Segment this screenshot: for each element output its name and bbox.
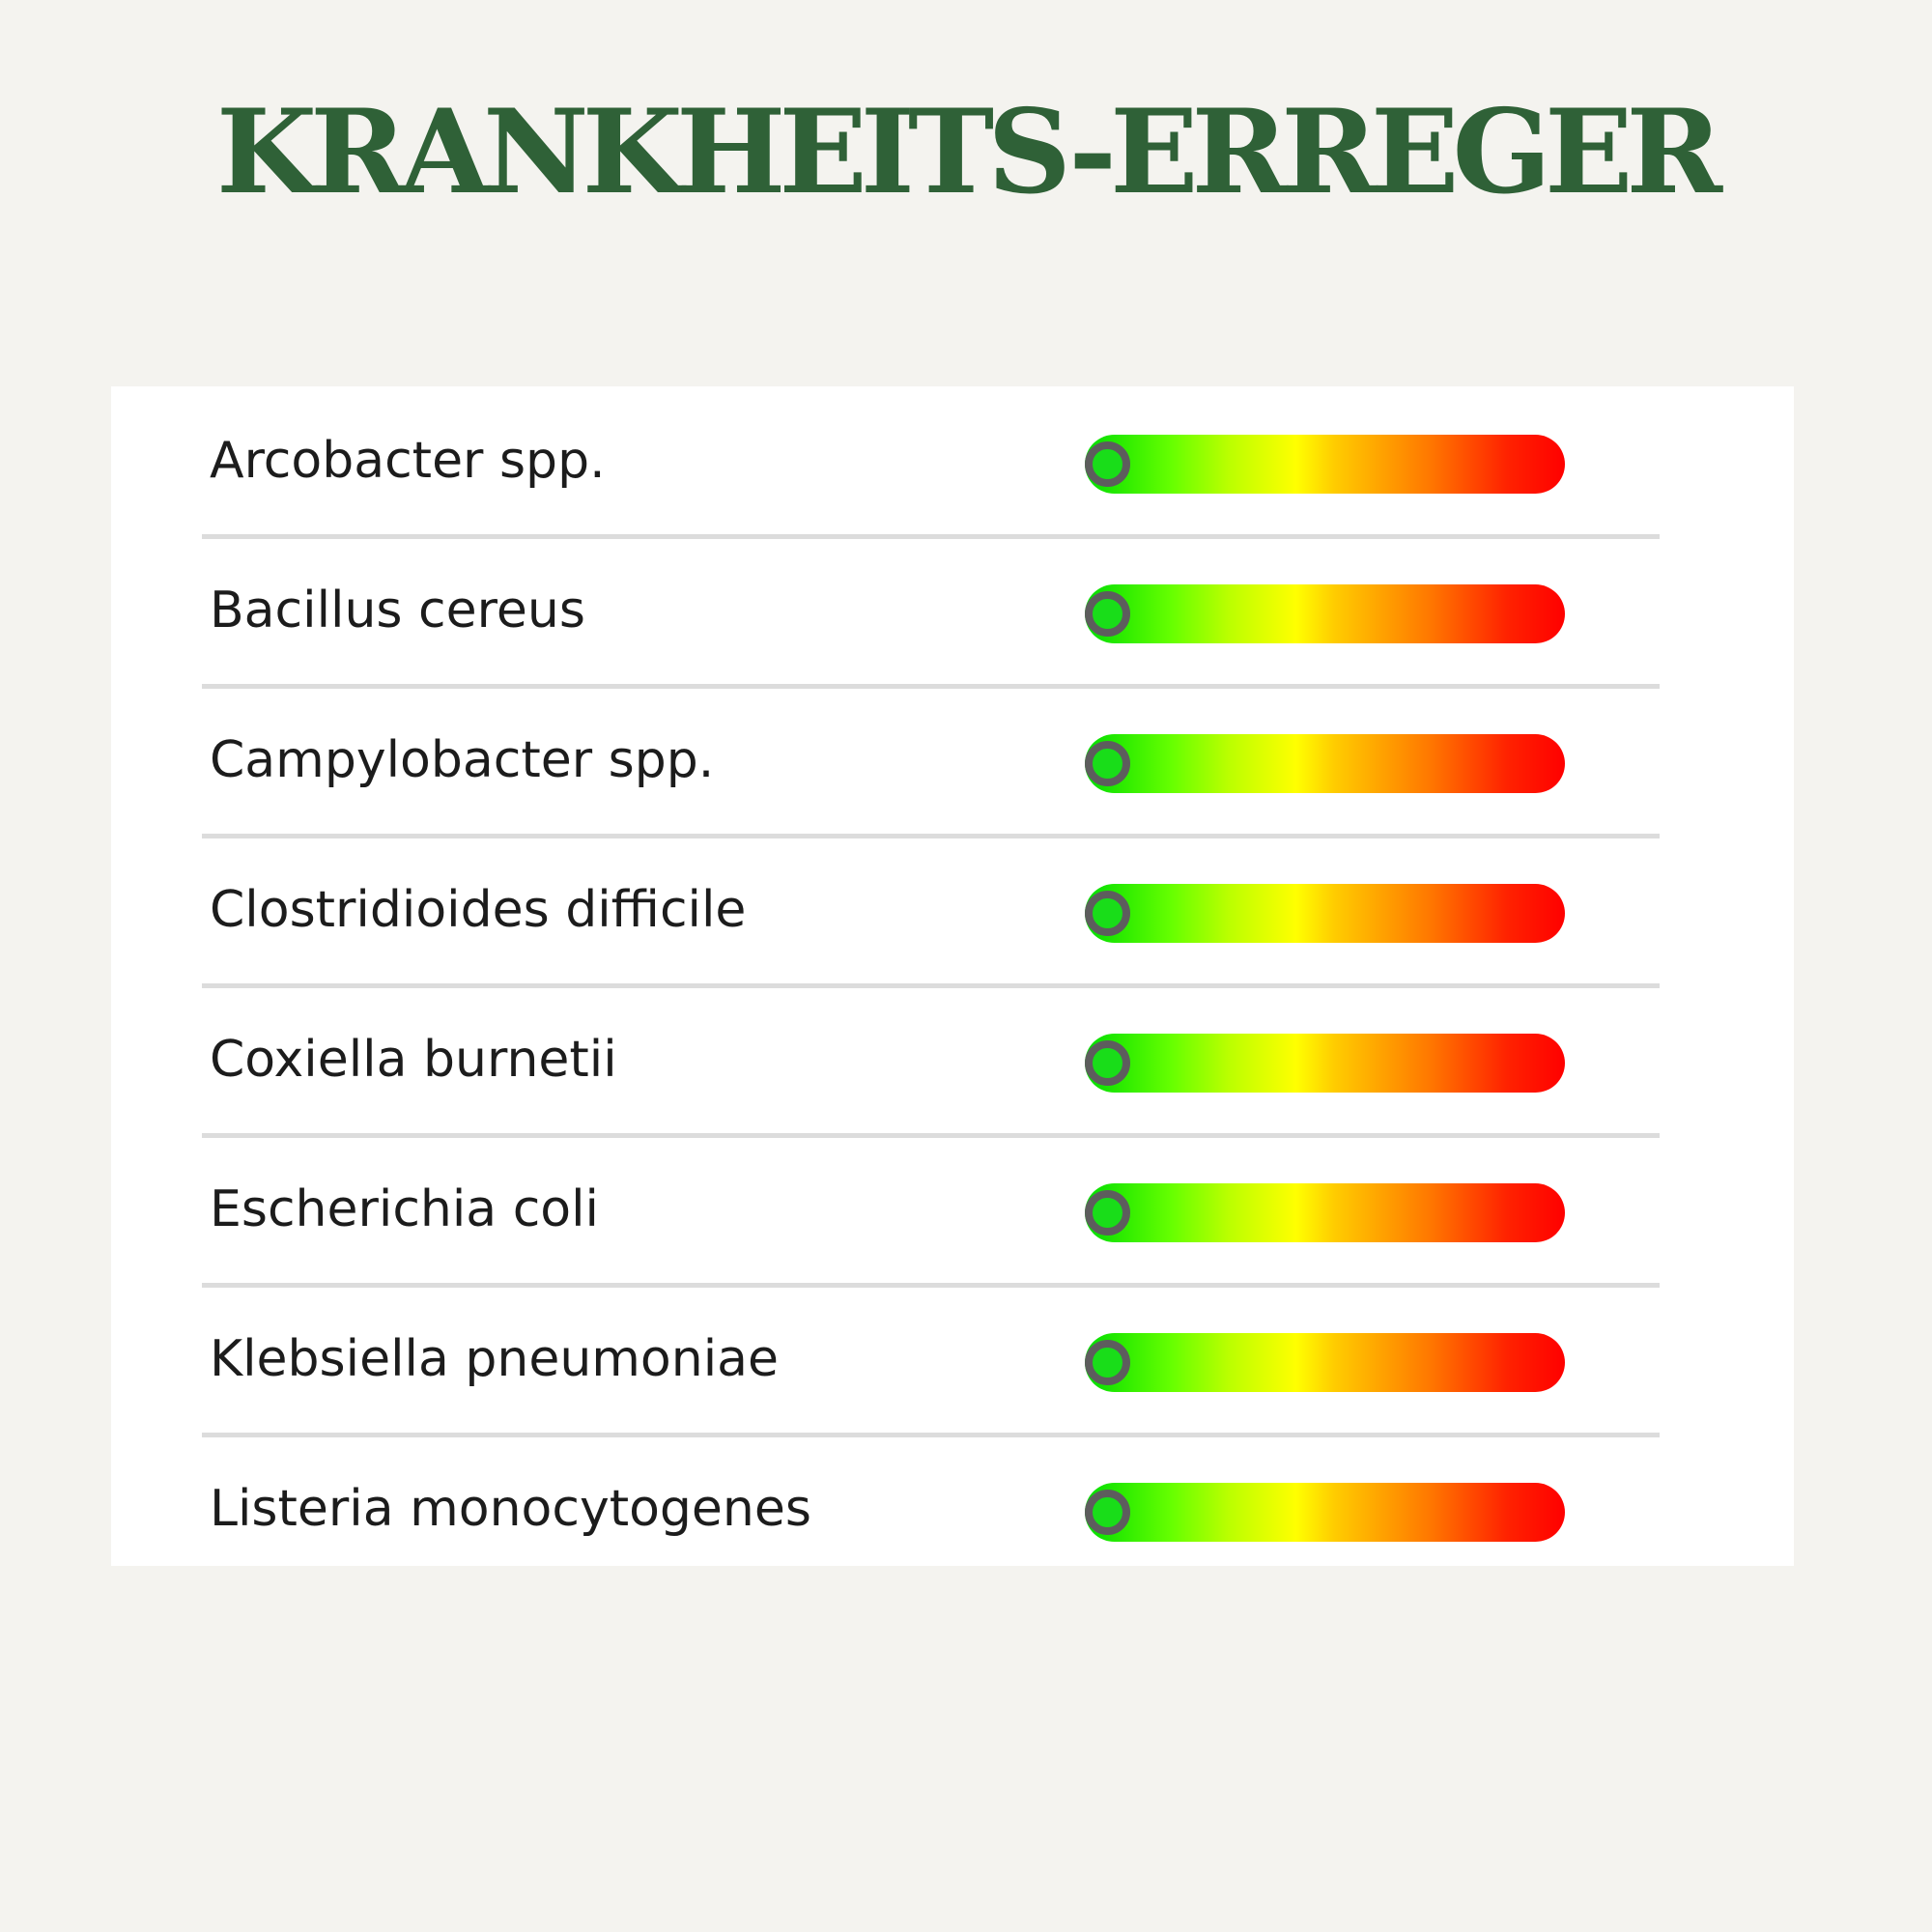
risk-level-indicator [1085, 891, 1130, 936]
pathogen-row [111, 388, 1794, 538]
pathogen-row [111, 1436, 1794, 1586]
pathogen-row [111, 538, 1794, 688]
pathogen-row [111, 1137, 1794, 1287]
risk-level-scale [1085, 1333, 1565, 1392]
pathogen-name: Clostridioides difficile [210, 881, 747, 939]
risk-level-scale [1085, 1034, 1565, 1093]
pathogen-name: Bacillus cereus [210, 582, 585, 639]
pathogen-list-panel [111, 386, 1794, 1566]
pathogen-name: Listeria monocytogenes [210, 1480, 811, 1538]
pathogen-row [111, 987, 1794, 1137]
pathogen-row [111, 838, 1794, 987]
risk-level-indicator [1085, 591, 1130, 637]
page-title: KRANKHEITS-ERREGER [215, 84, 1717, 220]
risk-level-indicator [1085, 1190, 1130, 1236]
pathogen-name: Coxiella burnetii [210, 1031, 617, 1089]
risk-level-scale [1085, 734, 1565, 793]
risk-level-indicator [1085, 741, 1130, 786]
risk-level-indicator [1085, 441, 1130, 487]
risk-level-indicator [1085, 1040, 1130, 1086]
risk-level-scale [1085, 884, 1565, 943]
pathogen-name: Escherichia coli [210, 1180, 599, 1238]
risk-level-scale [1085, 435, 1565, 494]
pathogen-name: Arcobacter spp. [210, 432, 606, 490]
risk-level-scale [1085, 584, 1565, 643]
pathogen-name: Campylobacter spp. [210, 731, 715, 789]
risk-level-indicator [1085, 1340, 1130, 1385]
pathogen-row [111, 688, 1794, 838]
pathogen-row [111, 1287, 1794, 1436]
risk-level-indicator [1085, 1490, 1130, 1535]
risk-level-scale [1085, 1183, 1565, 1242]
risk-level-scale [1085, 1483, 1565, 1542]
pathogen-name: Klebsiella pneumoniae [210, 1330, 780, 1388]
